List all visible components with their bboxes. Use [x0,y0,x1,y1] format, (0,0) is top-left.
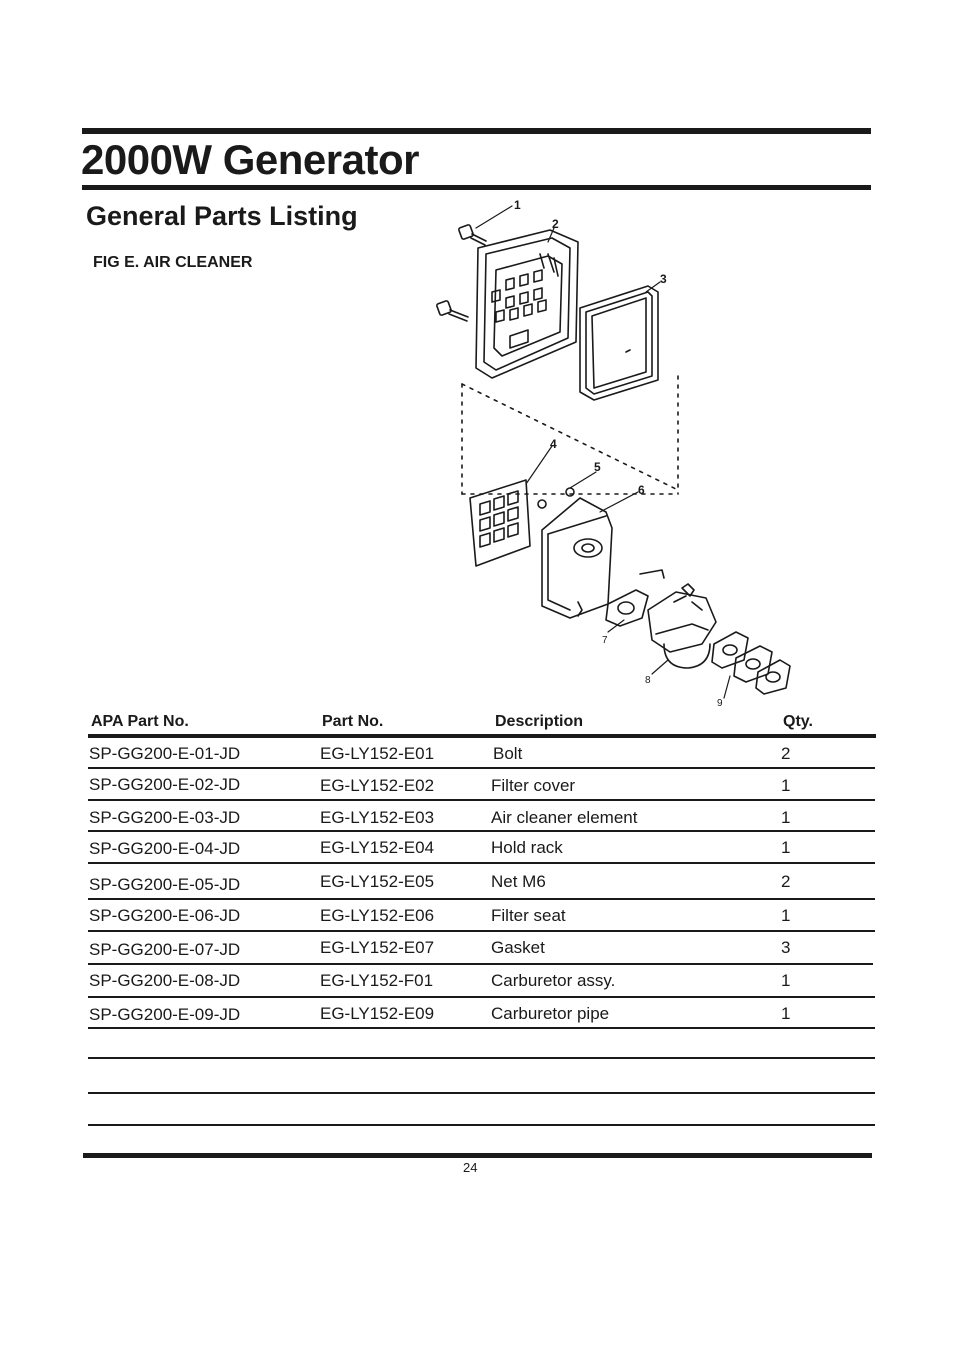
empty-row-divider [88,1057,875,1059]
callout-7: 7 [602,635,608,646]
table-row-1-desc: Bolt [493,744,523,763]
table-row-5-qty: 2 [781,872,791,891]
header-qty: Qty. [783,713,813,730]
alignment-dashed-lines [462,376,678,494]
table-row-7-part: EG-LY152-E07 [320,938,435,957]
table-row-7-qty: 3 [781,938,791,957]
footer-rule [83,1153,872,1158]
filter-seat-drawing [542,498,612,618]
row-divider [88,996,875,998]
callout-1: 1 [514,198,521,212]
empty-row-divider [88,1092,875,1094]
header-part-no: Part No. [322,713,384,730]
table-row-2-part: EG-LY152-E02 [320,776,435,795]
callout-6: 6 [638,483,645,497]
table-row-3-part: EG-LY152-E03 [320,808,435,827]
carburetor-drawing [640,570,716,668]
table-row-8-desc: Carburetor assy. [491,971,616,990]
row-divider [88,767,875,769]
row-divider [88,799,875,801]
table-row-4-apa: SP-GG200-E-04-JD [89,839,241,858]
page-title: 2000W Generator [81,136,419,183]
row-divider [88,963,873,965]
table-row-1-qty: 2 [781,744,791,763]
table-row-8-qty: 1 [781,971,791,990]
header-description: Description [495,713,584,730]
row-divider [88,862,875,864]
callout-5: 5 [594,460,601,474]
filter-cover-drawing [476,230,578,378]
table-row-2-desc: Filter cover [491,776,576,795]
table-row-6-apa: SP-GG200-E-06-JD [89,906,241,925]
table-row-9-part: EG-LY152-E09 [320,1004,435,1023]
gasket-7-drawing [606,590,648,626]
table-row-7-apa: SP-GG200-E-07-JD [89,940,241,959]
row-divider [88,1027,875,1029]
bolt-lower-drawing [436,300,468,321]
row-divider [88,830,875,832]
gasket-9-drawing [712,632,790,694]
table-row-1-apa: SP-GG200-E-01-JD [89,744,241,763]
callout-8: 8 [645,675,651,686]
callout-3: 3 [660,272,667,286]
callout-2: 2 [552,217,559,231]
table-row-8-part: EG-LY152-F01 [320,971,434,990]
air-cleaner-exploded-diagram [430,192,800,712]
table-row-5-desc: Net M6 [491,872,546,891]
table-row-6-part: EG-LY152-E06 [320,906,435,925]
table-row-2-qty: 1 [781,776,791,795]
table-row-4-desc: Hold rack [491,838,563,857]
table-row-8-apa: SP-GG200-E-08-JD [89,971,241,990]
table-row-5-part: EG-LY152-E05 [320,872,435,891]
figure-label: FIG E. AIR CLEANER [93,254,253,271]
callout-4: 4 [550,437,557,451]
table-row-1-part: EG-LY152-E01 [320,744,435,763]
table-row-4-part: EG-LY152-E04 [320,838,435,857]
row-divider [88,898,875,900]
empty-row-divider [88,1124,875,1126]
table-row-2-apa: SP-GG200-E-02-JD [89,775,241,794]
air-cleaner-element-drawing [580,286,658,400]
section-title: General Parts Listing [86,201,358,231]
table-row-9-apa: SP-GG200-E-09-JD [89,1005,241,1024]
table-row-7-desc: Gasket [491,938,545,957]
table-row-4-qty: 1 [781,838,791,857]
table-row-9-desc: Carburetor pipe [491,1004,610,1023]
header-apa-part-no: APA Part No. [91,713,189,730]
table-row-3-apa: SP-GG200-E-03-JD [89,808,241,827]
table-row-6-qty: 1 [781,906,791,925]
table-row-3-qty: 1 [781,808,791,827]
row-divider [88,930,875,932]
table-header-rule [88,734,876,738]
table-row-9-qty: 1 [781,1004,791,1023]
page-number: 24 [463,1160,478,1175]
nut-drawing [538,488,574,508]
hold-rack-drawing [470,480,530,566]
table-row-6-desc: Filter seat [491,906,566,925]
table-row-3-desc: Air cleaner element [491,808,638,827]
title-bottom-rule [82,185,871,190]
title-top-rule [82,128,871,134]
table-row-5-apa: SP-GG200-E-05-JD [89,875,241,894]
bolt-upper-drawing [458,224,486,245]
callout-9: 9 [717,698,723,709]
